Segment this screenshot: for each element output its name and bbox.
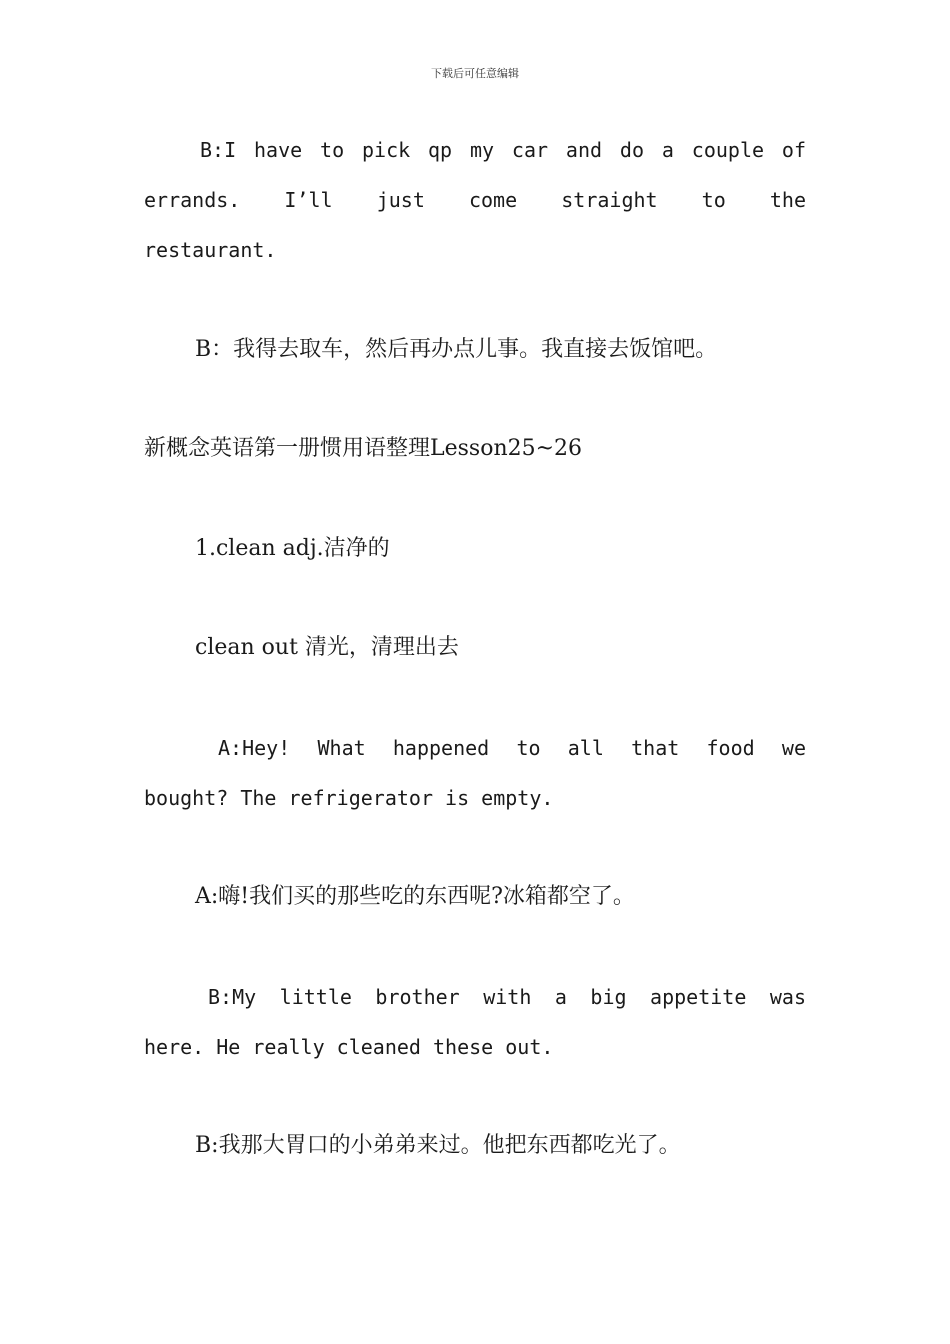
dialogue-line-a-english-1: A:Hey! What happened to all that food we [218,736,806,760]
vocabulary-entry: 1.clean adj.洁净的 [195,536,390,561]
dialogue-line-b-english-1: B:I have to pick qp my car and do a couple of [200,138,806,162]
dialogue-line-b-english-2: errands. I’ll just come straight to the [144,188,806,212]
dialogue-line-b2-chinese: B:我那大胃口的小弟弟来过。他把东西都吃光了。 [195,1133,681,1158]
dialogue-line-b-chinese: B：我得去取车，然后再办点儿事。我直接去饭馆吧。 [195,337,718,362]
idiom-entry: clean out 清光，清理出去 [195,635,459,660]
dialogue-line-a-chinese: A:嗨!我们买的那些吃的东西呢?冰箱都空了。 [195,884,635,909]
dialogue-line-b-english-3: restaurant. [144,238,277,262]
dialogue-line-b2-english-1: B:My little brother with a big appetite was [208,985,806,1009]
section-heading: 新概念英语第一册惯用语整理Lesson25~26 [144,436,583,461]
dialogue-line-b2-english-2: here. He really cleaned these out. [144,1035,554,1059]
page-header: 下载后可任意编辑 [431,67,519,80]
dialogue-line-a-english-2: bought? The refrigerator is empty. [144,786,554,810]
